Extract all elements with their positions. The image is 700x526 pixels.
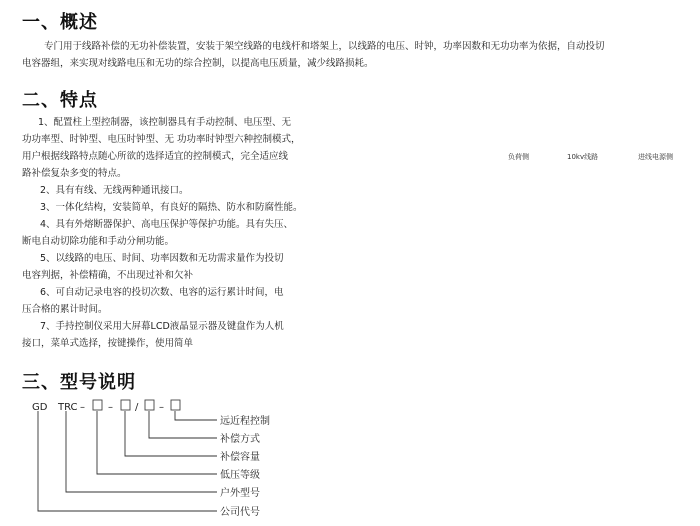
code-dash-1: – — [80, 402, 85, 413]
overview-paragraph — [22, 38, 687, 72]
feature-line: 用户根据线路特点随心所欲的选择适宜的控制模式，完全适应线 — [22, 151, 289, 162]
feature-line: 断电自动切除功能和手动分闸功能。 — [22, 236, 175, 247]
model-code-diagram — [0, 395, 700, 522]
feature-line: 接口，菜单式选择，按键操作，使用简单 — [22, 338, 194, 349]
code-box-1 — [93, 400, 102, 410]
feature-line: 电容判据，补偿精确，不出现过补和欠补 — [22, 270, 194, 281]
feature-line: 6、可自动记录电容的投切次数、电容的运行累计时间，电 — [40, 287, 284, 298]
features-list — [22, 114, 340, 352]
feature-line: 压合格的累计时间。 — [22, 304, 108, 315]
desc-compensation-capacity: 补偿容量 — [220, 452, 260, 463]
leader-line-remote-control — [175, 411, 217, 420]
code-box-2 — [121, 400, 130, 410]
desc-outdoor-model: 户外型号 — [220, 488, 260, 499]
feature-line: 7、手持控制仪采用大屏幕LCD液晶显示器及键盘作为人机 — [40, 321, 284, 332]
code-dash-2: – — [108, 402, 113, 413]
code-gd: GD — [32, 402, 48, 413]
desc-company-code: 公司代号 — [220, 507, 260, 518]
leader-line-compensation-mode — [149, 411, 217, 438]
code-trc: TRC — [58, 402, 78, 413]
leader-line-company-code — [38, 411, 217, 511]
feature-line: 3、一体化结构，安装简单，有良好的隔热、防水和防腐性能。 — [40, 202, 303, 213]
desc-voltage-class: 低压等级 — [220, 470, 260, 481]
feature-line: 2、具有有线、无线两种通讯接口。 — [40, 185, 189, 196]
overview-line-2: 电容器组，来实现对线路电压和无功的综合控制，以提高电压质量，减少线路损耗。 — [22, 58, 374, 69]
feature-line: 路补偿复杂多变的特点。 — [22, 168, 127, 179]
overview-line-1: 专门用于线路补偿的无功补偿装置，安装于架空线路的电线杆和塔架上，以线路的电压、时钟，功率因数和无功功率为依据，自动投切 — [44, 41, 605, 52]
feature-line: 4、具有外熔断器保护、高电压保护等保护功能。具有失压、 — [40, 219, 294, 230]
code-box-4 — [171, 400, 180, 410]
desc-compensation-mode: 补偿方式 — [220, 434, 260, 445]
feature-line: 5、以线路的电压、时间、功率因数和无功需求量作为投切 — [40, 253, 284, 264]
leader-line-compensation-capacity — [125, 411, 217, 456]
feature-line: 1、配置柱上型控制器，该控制器具有手动控制、电压型、无 — [38, 117, 292, 128]
figure-label-supply-side: 进线电源侧 — [638, 153, 673, 161]
leader-line-voltage-class — [97, 411, 217, 474]
figure-label-10kv-line: 10kv线路 — [567, 153, 599, 161]
section1-heading: 一、概述 — [22, 12, 98, 33]
code-slash: / — [135, 402, 139, 413]
figure-label-load-side: 负荷侧 — [508, 153, 529, 161]
desc-remote-control: 远近程控制 — [220, 416, 270, 427]
section2-heading: 二、特点 — [22, 90, 98, 111]
code-box-3 — [145, 400, 154, 410]
section3-heading: 三、型号说明 — [22, 372, 136, 393]
code-dash-3: – — [159, 402, 164, 413]
feature-line: 功功率型、时钟型、电压时钟型、无 功功率时钟型六种控制模式， — [22, 134, 301, 145]
leader-line-outdoor-model — [66, 411, 217, 492]
